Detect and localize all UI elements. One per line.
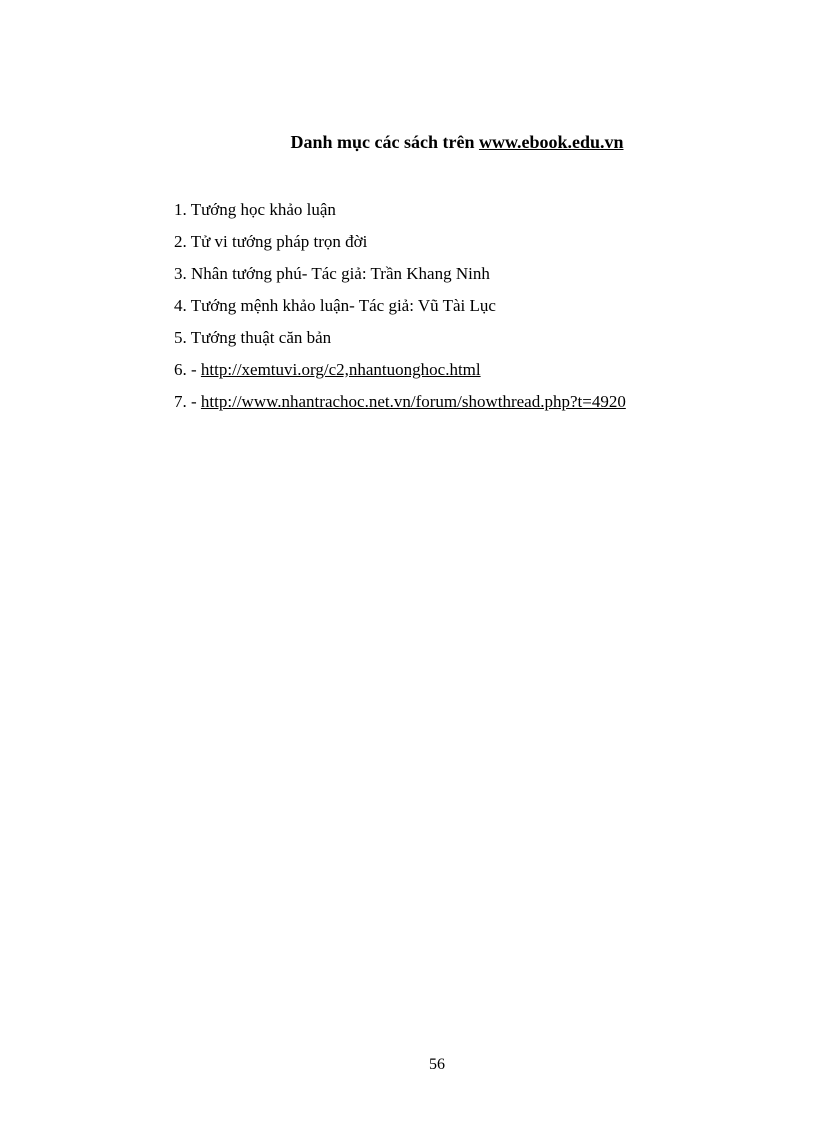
item-number: 3.	[174, 264, 187, 283]
item-text: Tướng học khảo luận	[190, 200, 336, 219]
list-item	[174, 230, 626, 262]
nhantrachoc-forum-link[interactable]: http://www.nhantrachoc.net.vn/forum/showthread.php?t=4920	[200, 392, 626, 411]
item-text: Tướng mệnh khảo luận- Tác giả: Vũ Tài Lục	[190, 296, 496, 315]
item-text: Nhân tướng phú- Tác giả: Trần Khang Ninh	[191, 264, 490, 283]
item-number: 1.	[174, 200, 187, 219]
item-number: 6.	[174, 360, 187, 379]
ebook-site-link[interactable]: www.ebook.edu.vn	[478, 132, 624, 152]
list-item	[174, 262, 626, 294]
reference-list	[174, 198, 626, 422]
item-dash: -	[191, 392, 197, 411]
page-number: 56	[429, 1056, 445, 1073]
item-number: 4.	[174, 296, 187, 315]
item-number: 2.	[174, 232, 187, 251]
list-item	[174, 326, 626, 358]
list-item	[174, 294, 626, 326]
item-dash: -	[191, 360, 197, 379]
item-number: 5.	[174, 328, 187, 347]
list-item	[174, 390, 626, 422]
page-title	[0, 132, 816, 153]
title-text: Danh mục các sách trên	[290, 132, 479, 152]
item-number: 7.	[174, 392, 187, 411]
list-item	[174, 198, 626, 230]
list-item	[174, 358, 626, 390]
item-text: Tử vi tướng pháp trọn đời	[190, 232, 368, 251]
item-text: Tướng thuật căn bản	[190, 328, 332, 347]
xemtuvi-link[interactable]: http://xemtuvi.org/c2,nhantuonghoc.html	[200, 360, 481, 379]
